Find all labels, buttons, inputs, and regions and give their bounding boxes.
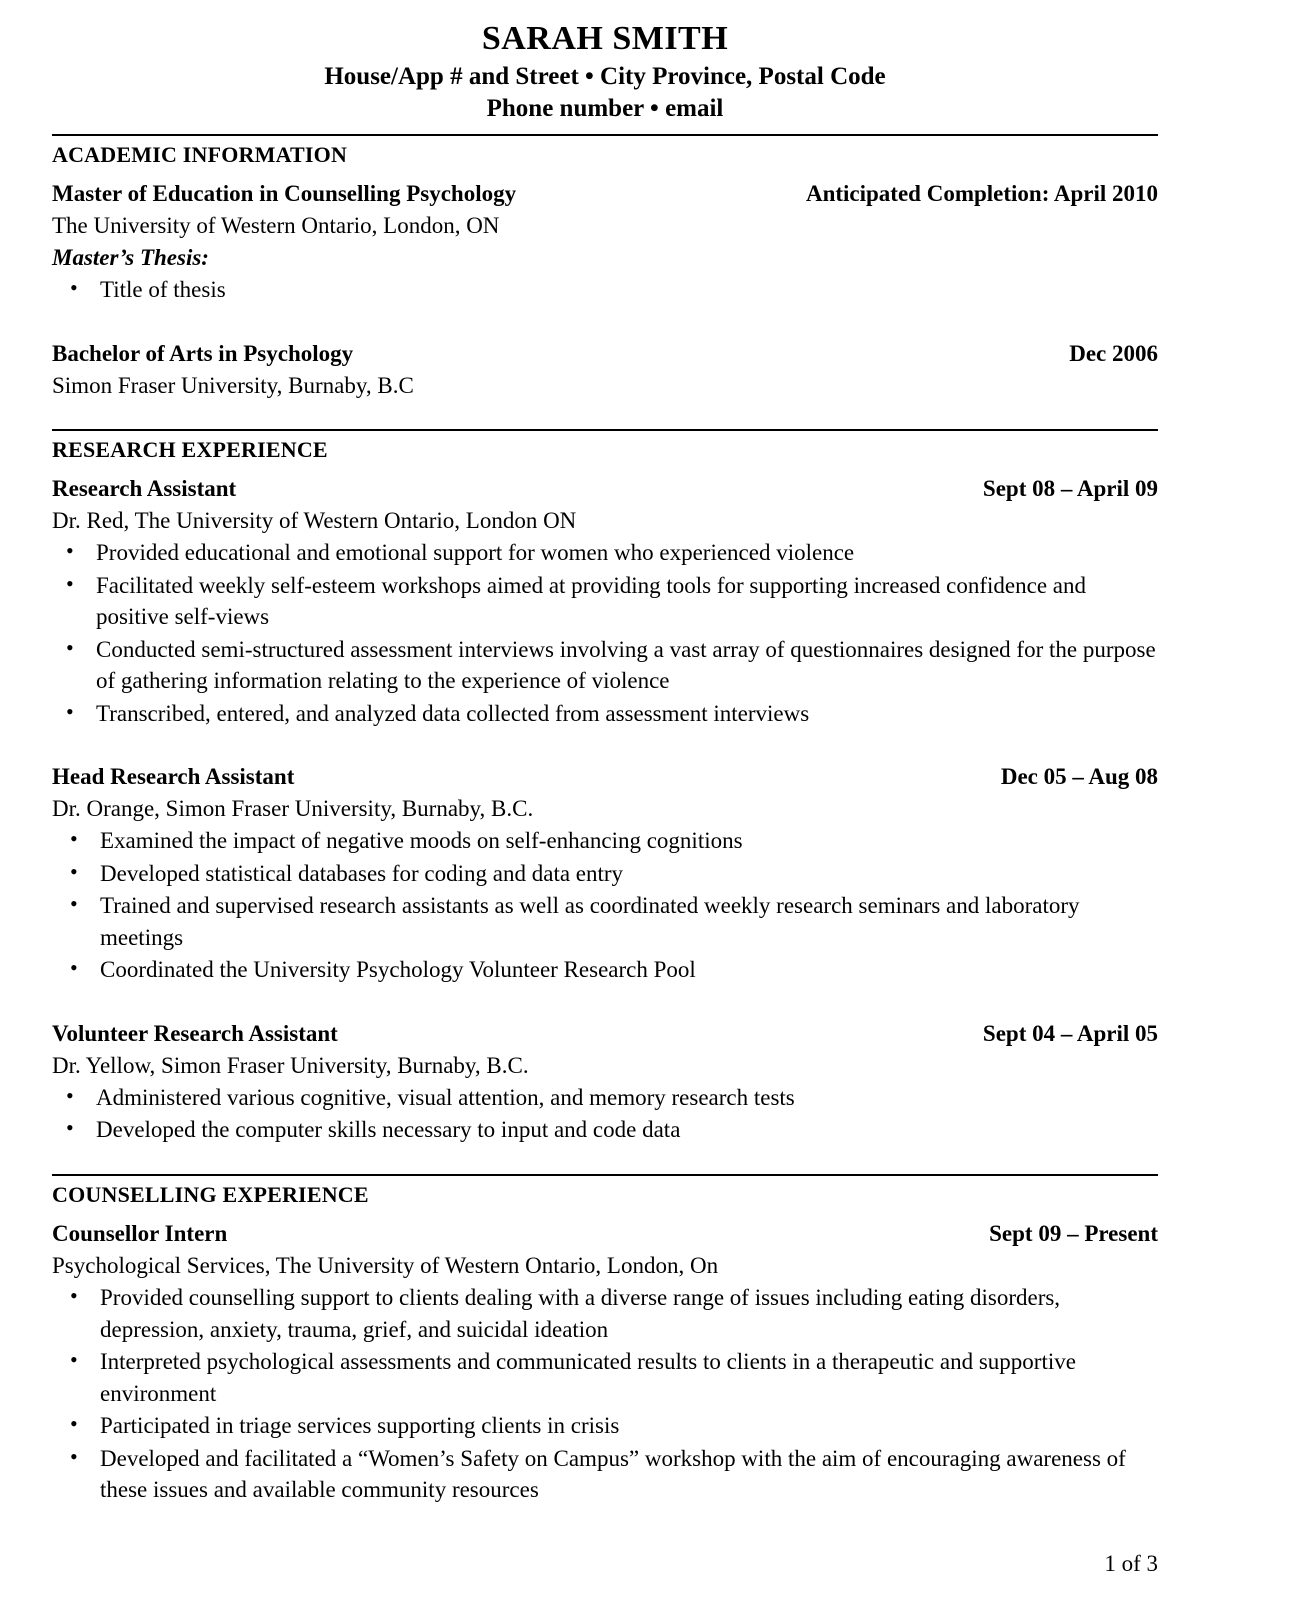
responsibility-list (52, 825, 1158, 986)
job-date: Sept 08 – April 09 (982, 476, 1158, 502)
section-title-academic: ACADEMIC INFORMATION (52, 141, 348, 167)
section-divider-counselling (52, 1174, 1158, 1176)
job-date: Sept 09 – Present (989, 1221, 1158, 1247)
degree-date: Dec 2006 (1069, 340, 1158, 366)
degree-title: Bachelor of Arts in Psychology (52, 340, 354, 366)
institution-name: The University of Western Ontario, London, ON (52, 212, 500, 238)
spacer (52, 407, 1158, 421)
list-item: • Developed statistical databases for coding and data entry (52, 858, 1158, 890)
organization-name: Psychological Services, The University of Western Ontario, London, On (52, 1253, 719, 1279)
list-item: • Participated in triage services supporting clients in crisis (52, 1410, 1158, 1442)
job-date: Dec 05 – Aug 08 (1000, 764, 1158, 790)
list-item: • Facilitated weekly self-esteem workshops aimed at providing tools for supporting increased confidence and positive self-views (52, 570, 1158, 633)
responsibility-list (52, 537, 1158, 729)
research-entry-head-research-assistant (52, 761, 1158, 986)
list-item: • Trained and supervised research assistants as well as coordinated weekly research seminars and laboratory meetings (52, 890, 1158, 953)
spacer (52, 1152, 1158, 1166)
entry-header (52, 178, 1158, 209)
thesis-label: Master’s Thesis: (52, 244, 209, 270)
degree-date: Anticipated Completion: April 2010 (805, 180, 1158, 206)
job-date: Sept 04 – April 05 (982, 1020, 1158, 1046)
candidate-name: SARAH SMITH (481, 20, 729, 57)
section-divider-research (52, 429, 1158, 431)
research-entry-volunteer-research-assistant (52, 1018, 1158, 1146)
degree-title: Master of Education in Counselling Psychology (52, 180, 517, 206)
section-research-experience (52, 437, 1158, 1146)
job-title: Research Assistant (52, 476, 237, 502)
list-item: • Provided counselling support to clients dealing with a diverse range of issues including eating disorders, depression, anxiety, trauma, grief, and suicidal ideation (52, 1282, 1158, 1345)
responsibility-list (52, 1082, 1158, 1146)
academic-entry-bachelors (52, 338, 1158, 401)
list-item: • Title of thesis (52, 274, 1158, 306)
responsibility-list (52, 1282, 1158, 1506)
address-line: House/App # and Street • City Province, Postal Code (324, 62, 886, 90)
section-title-counselling: COUNSELLING EXPERIENCE (52, 1181, 369, 1207)
entry-header (52, 473, 1158, 504)
spacer (52, 735, 1158, 761)
job-title: Counsellor Intern (52, 1221, 228, 1247)
list-item: • Coordinated the University Psychology Volunteer Research Pool (52, 954, 1158, 986)
document-header (52, 10, 1158, 126)
supervisor-organization: Dr. Yellow, Simon Fraser University, Burnaby, B.C. (52, 1052, 529, 1078)
list-item: • Interpreted psychological assessments and communicated results to clients in a therapeutic and supportive environment (52, 1346, 1158, 1409)
list-item: • Developed and facilitated a “Women’s Safety on Campus” workshop with the aim of encouraging awareness of these issues and available community resources (52, 1443, 1158, 1506)
academic-entry-masters (52, 178, 1158, 306)
list-item: • Administered various cognitive, visual attention, and memory research tests (52, 1082, 1158, 1114)
page-number: 1 of 3 (1104, 1551, 1158, 1577)
entry-header (52, 1218, 1158, 1249)
supervisor-organization: Dr. Red, The University of Western Ontario, London ON (52, 508, 577, 534)
supervisor-organization: Dr. Orange, Simon Fraser University, Burnaby, B.C. (52, 796, 534, 822)
section-title-research: RESEARCH EXPERIENCE (52, 436, 328, 462)
section-academic-information (52, 142, 1158, 401)
spacer (52, 312, 1158, 338)
job-title: Volunteer Research Assistant (52, 1020, 338, 1046)
section-counselling-experience (52, 1182, 1158, 1506)
institution-name: Simon Fraser University, Burnaby, B.C (52, 372, 414, 398)
section-divider-academic (52, 134, 1158, 136)
list-item: • Transcribed, entered, and analyzed data collected from assessment interviews (52, 698, 1158, 730)
list-item: • Developed the computer skills necessary to input and code data (52, 1114, 1158, 1146)
research-entry-research-assistant (52, 473, 1158, 729)
job-title: Head Research Assistant (52, 764, 295, 790)
entry-header (52, 1018, 1158, 1049)
spacer (52, 992, 1158, 1018)
list-item: • Provided educational and emotional support for women who experienced violence (52, 537, 1158, 569)
list-item: • Conducted semi-structured assessment interviews involving a vast array of questionnaires designed for the purpose of gathering information relating to the experience of violence (52, 634, 1158, 697)
list-item: • Examined the impact of negative moods on self-enhancing cognitions (52, 825, 1158, 857)
counselling-entry-counsellor-intern (52, 1218, 1158, 1506)
entry-header (52, 761, 1158, 792)
contact-line: Phone number • email (486, 95, 724, 122)
thesis-bullet-list (52, 274, 1158, 306)
entry-header (52, 338, 1158, 369)
